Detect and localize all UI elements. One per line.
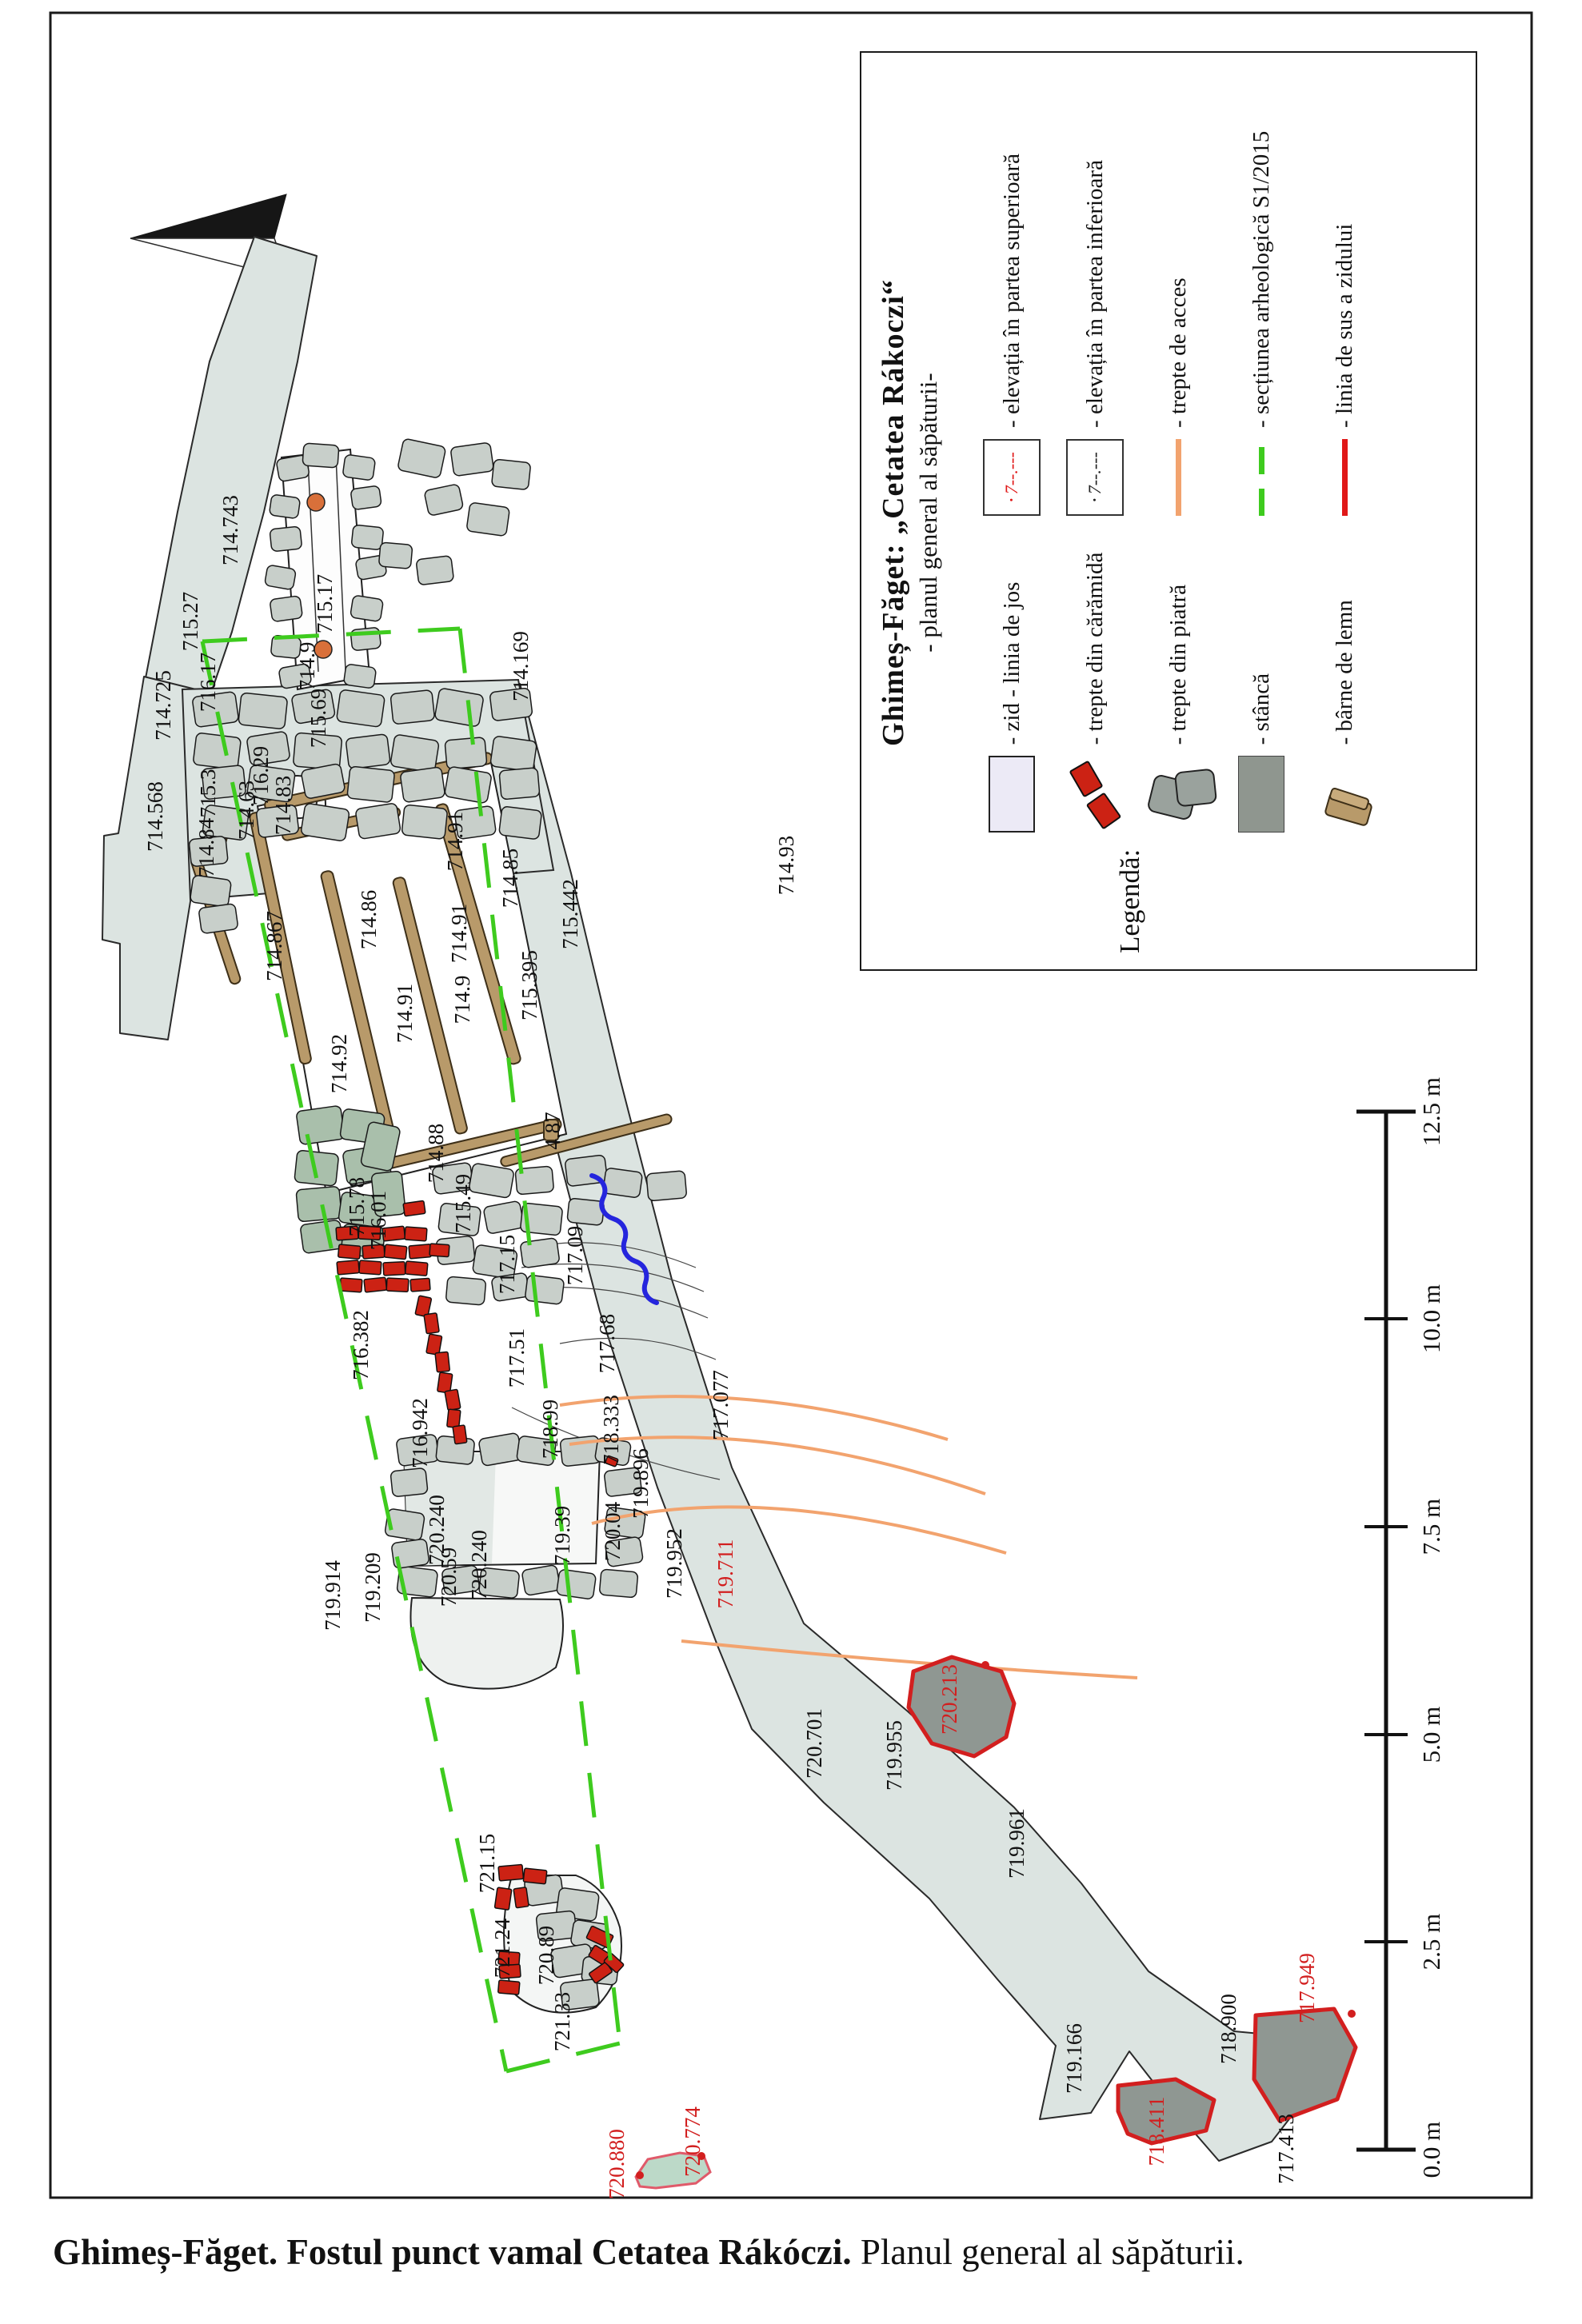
brick bbox=[435, 1352, 449, 1372]
legend-item-caramida: - trepte din cărămidă bbox=[1053, 516, 1137, 833]
stone bbox=[351, 525, 384, 550]
elevation-label: 719.166 bbox=[1062, 2023, 1086, 2094]
stone bbox=[264, 565, 296, 590]
elevation-label: 719.955 bbox=[882, 1720, 906, 1791]
elevation-label: 717.077 bbox=[709, 1370, 733, 1440]
elevation-label: 717.09 bbox=[563, 1225, 587, 1286]
stone bbox=[346, 734, 390, 769]
elevation-label: 717.68 bbox=[595, 1313, 619, 1374]
stone bbox=[401, 805, 448, 839]
elevation-label: 717.949 bbox=[1295, 1953, 1319, 2023]
brick bbox=[386, 1278, 409, 1292]
brick bbox=[498, 1980, 520, 1995]
stone bbox=[390, 734, 440, 773]
brick bbox=[429, 1244, 449, 1257]
stone bbox=[567, 1198, 605, 1225]
brick bbox=[498, 1864, 523, 1881]
elevation-label: 715.49 bbox=[451, 1173, 475, 1234]
elevation-label: 714.93 bbox=[774, 835, 798, 896]
elevation-label: 717.413 bbox=[1274, 2114, 1298, 2184]
elevation-label: 714.867 bbox=[262, 911, 286, 981]
elevation-label: 721.24 bbox=[490, 1918, 514, 1979]
stone bbox=[342, 454, 376, 481]
stone bbox=[521, 1564, 561, 1595]
stone bbox=[599, 1569, 638, 1598]
elevation-label: 716.17 bbox=[196, 652, 220, 713]
legend-item-barne: - bârne de lemn bbox=[1303, 516, 1386, 833]
figure-caption bbox=[53, 2231, 1556, 2273]
brick bbox=[445, 1389, 461, 1410]
elevation-label: 719.209 bbox=[361, 1552, 385, 1623]
elevation-label: 716.382 bbox=[349, 1310, 373, 1380]
stone bbox=[416, 556, 454, 585]
brick bbox=[426, 1334, 442, 1355]
elevation-label: 720.89 bbox=[534, 1925, 558, 1986]
elevation-label: 721.33 bbox=[550, 1991, 574, 2052]
brick bbox=[405, 1227, 427, 1241]
elevation-label: 715.27 bbox=[178, 591, 202, 652]
elevation-label: 715.69 bbox=[306, 688, 330, 749]
stone-step bbox=[296, 1105, 345, 1144]
elevation-upper-swatch-icon: · 7--.--- bbox=[983, 439, 1041, 516]
brick bbox=[523, 1868, 547, 1884]
legend-item-piatra: - trepte din piatră bbox=[1137, 516, 1220, 833]
caption-bold: Ghimeș-Făget. Fostul punct vamal Cetatea Rákóczi. bbox=[53, 2232, 852, 2272]
stone bbox=[491, 459, 530, 490]
access-line-swatch-icon bbox=[1155, 439, 1201, 516]
stone bbox=[343, 664, 376, 689]
posthole bbox=[307, 493, 325, 511]
elevation-label: 720.59 bbox=[437, 1547, 461, 1607]
scale-tick-label: 10.0 m bbox=[1417, 1284, 1445, 1354]
stone bbox=[269, 494, 300, 519]
brick bbox=[340, 1278, 362, 1292]
stone bbox=[198, 904, 238, 934]
elevation-label: 714.169 bbox=[509, 631, 533, 701]
elevation-label: 720.880 bbox=[605, 2129, 629, 2199]
stone bbox=[390, 1467, 428, 1496]
caption-rest: Planul general al săpăturii. bbox=[851, 2232, 1244, 2272]
elevation-label: 716.29 bbox=[249, 745, 273, 806]
stone bbox=[603, 1168, 643, 1198]
scale-tick-label: 0.0 m bbox=[1417, 2121, 1445, 2178]
stone bbox=[378, 542, 412, 569]
legend-item-stanca: - stâncă bbox=[1220, 516, 1303, 833]
elevation-label: 715.3 bbox=[196, 769, 220, 818]
stone bbox=[499, 806, 542, 840]
brick bbox=[410, 1278, 430, 1292]
elevation-label: 714.63 bbox=[234, 780, 258, 841]
brick bbox=[447, 1409, 461, 1428]
elevation-label: 717.51 bbox=[505, 1328, 529, 1388]
stone bbox=[646, 1171, 687, 1201]
elevation-label: 720.240 bbox=[467, 1530, 491, 1600]
walltop-line-swatch-icon bbox=[1321, 439, 1368, 516]
stone-step bbox=[296, 1186, 342, 1222]
elevation-label: 718.900 bbox=[1216, 1994, 1240, 2064]
stone bbox=[390, 690, 435, 725]
legend-item-linia-sus: - linia de sus a zidului bbox=[1303, 72, 1386, 516]
elevation-label: 4.87 bbox=[541, 1112, 565, 1150]
legend-heading: Legendă: bbox=[1114, 849, 1145, 953]
brick-swatch-icon bbox=[1072, 756, 1118, 833]
legend-column-lines bbox=[970, 72, 1386, 516]
stone-swatch-icon bbox=[1155, 756, 1201, 833]
brick bbox=[513, 1887, 529, 1908]
elevation-label: 719.952 bbox=[662, 1528, 686, 1599]
brick bbox=[409, 1244, 431, 1259]
elevation-label: 714.91 bbox=[393, 983, 417, 1044]
brick bbox=[424, 1313, 439, 1334]
stone bbox=[450, 442, 494, 477]
elevation-label: 714.568 bbox=[143, 781, 167, 852]
stone bbox=[520, 1238, 560, 1268]
stone bbox=[525, 1275, 565, 1304]
elevation-label: 714.9 bbox=[450, 975, 474, 1024]
stone-step bbox=[294, 1150, 339, 1186]
stone bbox=[190, 875, 231, 907]
stone bbox=[499, 768, 540, 800]
legend-title: Ghimeș-Făget: „Cetatea Rákoczi“ bbox=[877, 279, 910, 746]
elevation-label: 714.725 bbox=[151, 670, 175, 741]
brick bbox=[383, 1262, 405, 1276]
stone bbox=[445, 1276, 486, 1305]
elevation-lower-swatch-icon: · 7--.--- bbox=[1066, 439, 1124, 516]
elevation-label: 719.896 bbox=[629, 1448, 653, 1519]
elevation-label: 714.9 bbox=[295, 641, 319, 691]
scale-tick-label: 2.5 m bbox=[1417, 1913, 1445, 1971]
stone bbox=[490, 736, 537, 772]
stone bbox=[336, 689, 385, 727]
stone bbox=[347, 766, 395, 803]
brick bbox=[453, 1425, 467, 1444]
wood-swatch-icon bbox=[1321, 756, 1368, 833]
elevation-label: 718.99 bbox=[538, 1399, 562, 1459]
legend-item-sectiune: - secțiunea arheologică S1/2015 bbox=[1220, 72, 1303, 516]
elevation-label: 714.91 bbox=[447, 903, 471, 964]
stone bbox=[238, 693, 288, 729]
elevation-label: 720.774 bbox=[681, 2106, 705, 2177]
elevation-label: 719.961 bbox=[1005, 1808, 1029, 1879]
stone bbox=[466, 502, 510, 537]
stone bbox=[557, 1569, 597, 1599]
legend-subtitle: - planul general al săpăturii- bbox=[914, 373, 942, 653]
elevation-label: 720.240 bbox=[425, 1495, 449, 1565]
stone bbox=[270, 526, 302, 552]
stone bbox=[350, 595, 384, 622]
elevation-label: 716.01 bbox=[366, 1190, 390, 1251]
elevation-label: 714.88 bbox=[424, 1123, 448, 1184]
legend-column-symbols bbox=[970, 516, 1386, 833]
elevation-label: 718.333 bbox=[599, 1395, 623, 1465]
scale-tick-label: 5.0 m bbox=[1417, 1706, 1445, 1763]
stone bbox=[350, 485, 382, 510]
elevation-label: 714.85 bbox=[498, 848, 522, 908]
stone bbox=[434, 688, 484, 727]
brick bbox=[338, 1244, 361, 1259]
stone bbox=[270, 596, 303, 622]
legend-item-elev-inf: · 7--.--- - elevația în partea inferioară bbox=[1053, 72, 1137, 516]
elevation-label: 720.701 bbox=[802, 1708, 826, 1779]
stone bbox=[301, 803, 350, 841]
elevation-label: 714.84 bbox=[194, 817, 218, 878]
legend-item-acces: - trepte de acces bbox=[1137, 72, 1220, 516]
elevation-label: 714.743 bbox=[218, 495, 242, 565]
brick bbox=[364, 1277, 387, 1292]
stone bbox=[400, 767, 445, 803]
elevation-label: 717.15 bbox=[495, 1234, 519, 1295]
brick bbox=[403, 1200, 425, 1216]
scale-tick-label: 7.5 m bbox=[1417, 1498, 1445, 1555]
elevation-label: 715.395 bbox=[517, 950, 541, 1020]
section-line-swatch-icon bbox=[1238, 439, 1284, 516]
brick bbox=[405, 1261, 428, 1276]
elevation-label: 715.17 bbox=[313, 573, 337, 634]
wall-swatch-icon bbox=[989, 756, 1035, 833]
brick bbox=[337, 1260, 359, 1275]
stone bbox=[445, 737, 487, 769]
elevation-label: 714.92 bbox=[327, 1033, 351, 1094]
elevation-label: 718.411 bbox=[1145, 2096, 1169, 2166]
stone bbox=[302, 443, 339, 468]
elevation-label: 714.83 bbox=[271, 775, 295, 836]
elevation-label: 720.04 bbox=[601, 1501, 625, 1562]
elevation-label: 719.39 bbox=[550, 1505, 574, 1566]
stone bbox=[355, 803, 401, 840]
brick bbox=[359, 1260, 382, 1275]
legend-item-elev-sup: · 7--.--- - elevația în partea superioară bbox=[970, 72, 1053, 516]
elevation-label: 715.78 bbox=[345, 1176, 369, 1237]
rock-swatch-icon bbox=[1238, 756, 1284, 833]
scale-tick-label: 12.5 m bbox=[1417, 1076, 1445, 1147]
elevation-label: 716.942 bbox=[408, 1398, 432, 1468]
legend-box bbox=[860, 51, 1477, 971]
elevation-label: 721.15 bbox=[475, 1833, 499, 1894]
legend-item-zid: - zid - linia de jos bbox=[970, 516, 1053, 833]
elevation-label: 719.711 bbox=[713, 1539, 737, 1609]
elevation-label: 719.914 bbox=[321, 1560, 345, 1631]
elevation-label: 714.91 bbox=[443, 811, 467, 872]
elevation-label: 714.86 bbox=[357, 889, 381, 950]
elevation-label: 720.213 bbox=[937, 1664, 961, 1735]
elevation-label: 715.442 bbox=[558, 879, 582, 949]
stone bbox=[193, 733, 241, 770]
